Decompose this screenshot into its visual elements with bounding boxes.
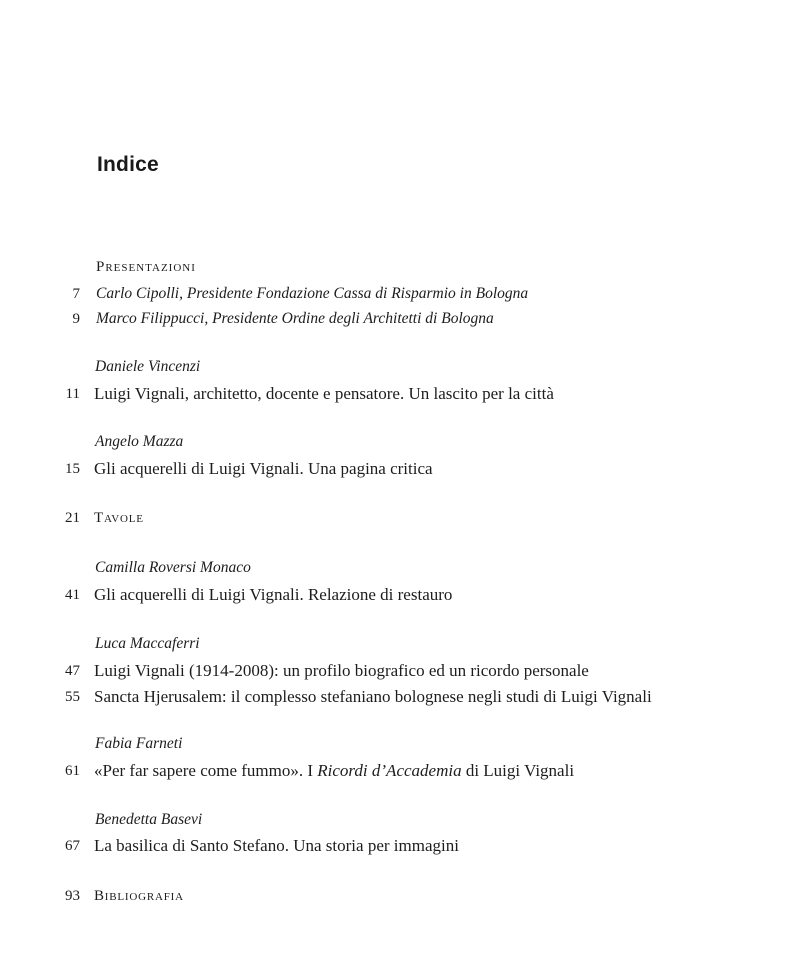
toc-entry[interactable] (0, 382, 800, 406)
toc-entry[interactable] (0, 759, 800, 783)
entry-title: Tavole (94, 510, 144, 526)
author-name: Benedetta Basevi (95, 811, 203, 828)
entry-title: Carlo Cipolli, Presidente Fondazione Cassa di Risparmio in Bologna (96, 285, 529, 302)
toc-entry[interactable] (0, 307, 800, 331)
toc-entry-tavole[interactable] (0, 506, 800, 530)
entry-title-start: «Per far sapere come fummo». I (94, 761, 318, 780)
entry-title: Gli acquerelli di Luigi Vignali. Una pagina critica (94, 459, 433, 478)
entry-title: Gli acquerelli di Luigi Vignali. Relazione di restauro (94, 585, 453, 604)
toc-entry[interactable] (0, 282, 800, 306)
author-name: Camilla Roversi Monaco (95, 559, 251, 576)
toc-entry[interactable] (0, 659, 800, 683)
entry-title: La basilica di Santo Stefano. Una storia per immagini (94, 836, 459, 855)
page-number: 47 (65, 663, 80, 679)
toc-entry[interactable] (0, 834, 800, 858)
entry-title: Luigi Vignali, architetto, docente e pensatore. Un lascito per la città (94, 384, 554, 403)
page-number: 55 (65, 689, 80, 705)
entry-title: Sancta Hjerusalem: il complesso stefaniano bolognese negli studi di Luigi Vignali (94, 687, 652, 706)
entry-title: Bibliografia (94, 888, 184, 904)
toc-entry[interactable] (0, 685, 800, 709)
page-number: 61 (65, 763, 80, 779)
page-number: 15 (65, 461, 80, 477)
section-heading-presentazioni: Presentazioni (96, 259, 196, 275)
page-number: 11 (65, 386, 80, 402)
entry-title (94, 759, 574, 783)
toc-entry-bibliografia[interactable] (0, 884, 800, 908)
entry-title-end: di Luigi Vignali (461, 761, 575, 780)
page-number: 41 (65, 587, 80, 603)
author-name: Luca Maccaferri (95, 635, 200, 652)
page-number: 9 (72, 311, 80, 327)
author-name: Daniele Vincenzi (95, 358, 201, 375)
page-number: 21 (65, 510, 80, 526)
author-name: Angelo Mazza (95, 433, 184, 450)
entry-title: Marco Filippucci, Presidente Ordine degli Architetti di Bologna (96, 310, 494, 327)
toc-entry[interactable] (0, 457, 800, 481)
toc-entry[interactable] (0, 583, 800, 607)
author-name: Fabia Farneti (95, 735, 183, 752)
page-number: 93 (65, 888, 80, 904)
entry-title-italic: Ricordi d’Accademia (317, 761, 462, 780)
entry-title: Luigi Vignali (1914-2008): un profilo biografico ed un ricordo personale (94, 661, 589, 680)
page-number: 67 (65, 838, 80, 854)
page-number: 7 (72, 286, 80, 302)
page-title: Indice (97, 153, 159, 176)
